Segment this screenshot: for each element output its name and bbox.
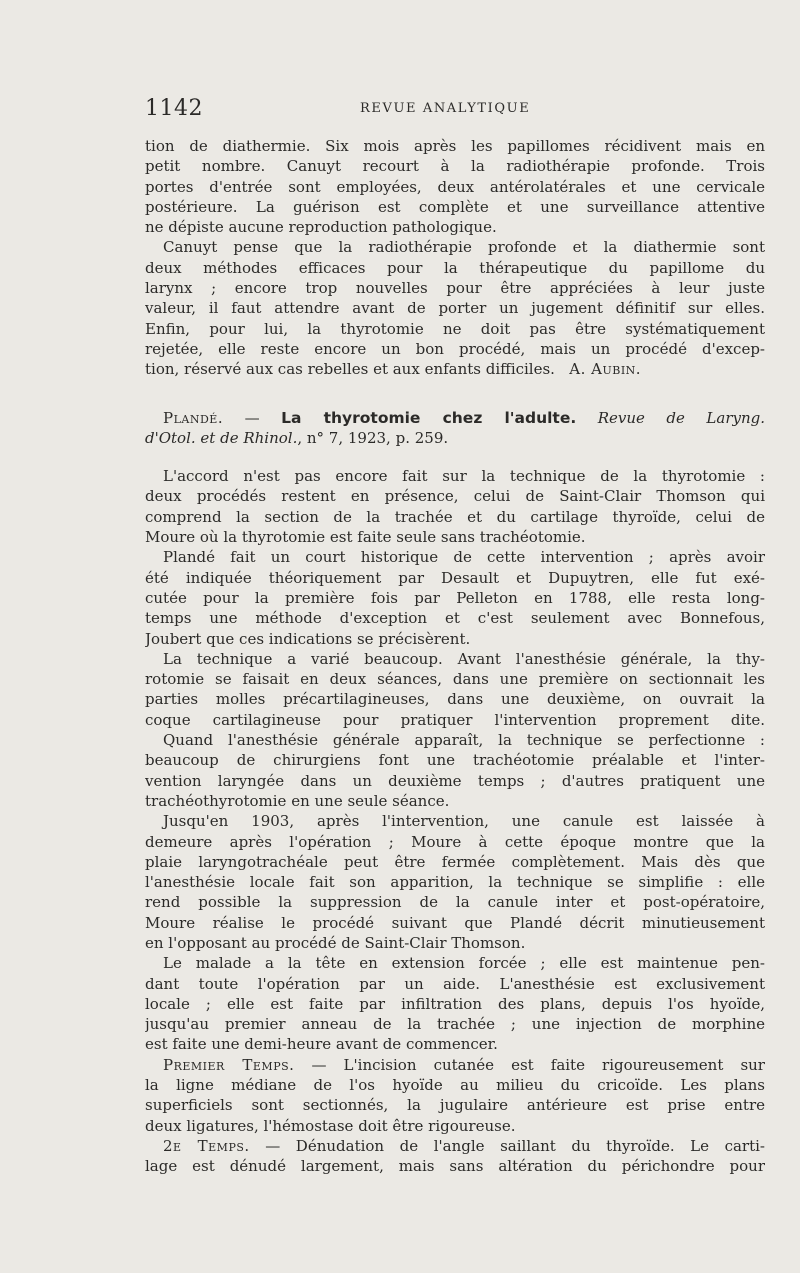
text-line: été indiquée théoriquement par Desault et Dupuytren, elle fut exé- <box>145 568 765 587</box>
text-line-with-signature <box>145 359 765 379</box>
section-label-second: 2e Temps. <box>163 1136 250 1155</box>
text-line: portes d'entrée sont employées, deux antérolatérales et une cervicale <box>145 177 765 196</box>
journal-name: Revue de Laryng. <box>597 408 765 427</box>
text-line: temps une méthode d'exception et c'est seulement avec Bonnefous, <box>145 609 765 628</box>
text-line: Quand l'anesthésie générale apparaît, la technique se perfectionne : <box>163 731 765 750</box>
text-line: rotomie se faisait en deux séances, dans une première on sectionnait les <box>145 670 765 689</box>
text-line: deux méthodes efficaces pour la thérapeutique du papillome du <box>145 258 765 277</box>
text-line: ne dépiste aucune reproduction pathologique. <box>145 218 497 237</box>
text-line: La technique a varié beaucoup. Avant l'anesthésie générale, la thy- <box>163 649 765 668</box>
text-line: tion de diathermie. Six mois après les papillomes récidivent mais en <box>145 137 765 155</box>
text-line: Canuyt pense que la radiothérapie profonde et la diathermie sont <box>163 238 765 257</box>
text-line: Le malade a la tête en extension forcée ; elle est maintenue pen- <box>163 954 765 973</box>
section-line <box>145 1055 765 1075</box>
heading-line <box>145 428 765 448</box>
journal-name-cont: d'Otol. et de Rhinol. <box>145 428 298 447</box>
article-title: La thyrotomie chez l'adulte. <box>281 408 577 427</box>
text-line: plaie laryngotrachéale peut être fermée complètement. Mais dès que <box>145 852 765 871</box>
text-segment: — Dénudation de l'angle saillant du thyroïde. Le carti- <box>249 1136 765 1155</box>
signature: A. Aubin. <box>569 360 642 379</box>
text-line: Moure réalise le procédé suivant que Plandé décrit minutieusement <box>145 913 765 932</box>
text-line: locale ; elle est faite par infiltration des plans, depuis l'os hyoïde, <box>145 994 765 1013</box>
text-line: parties molles précartilagineuses, dans une deuxième, on ouvrait la <box>145 690 765 709</box>
text-line: valeur, il faut attendre avant de porter un jugement définitif sur elles. <box>145 299 765 318</box>
heading-dash: — <box>223 408 282 427</box>
text-line: Jusqu'en 1903, après l'intervention, une canule est laissée à <box>163 812 765 831</box>
text-line: superficiels sont sectionnés, la jugulaire antérieure est prise entre <box>145 1096 765 1115</box>
heading-line <box>145 408 765 428</box>
article-author: Plandé. <box>163 408 224 427</box>
text-segment: — L'incision cutanée est faite rigoureusement sur <box>294 1055 765 1074</box>
text-line: lage est dénudé largement, mais sans altération du périchondre pour <box>145 1157 765 1176</box>
text-line: jusqu'au premier anneau de la trachée ; une injection de morphine <box>145 1015 765 1034</box>
text-line: trachéothyrotomie en une seule séance. <box>145 791 450 810</box>
section-line <box>145 1136 765 1156</box>
page-body <box>145 136 765 1177</box>
text-line: la ligne médiane de l'os hyoïde au milieu du cricoïde. Les plans <box>145 1076 765 1095</box>
text-line: larynx ; encore trop nouvelles pour être appréciées à leur juste <box>145 279 765 298</box>
text-line: en l'opposant au procédé de Saint-Clair Thomson. <box>145 933 526 952</box>
text-line: rejetée, elle reste encore un bon procédé, mais un procédé d'excep- <box>145 339 765 358</box>
text-segment: tion, réservé aux cas rebelles et aux enfants difficiles. <box>145 360 555 379</box>
text-line: cutée pour la première fois par Pelleton en 1788, elle resta long- <box>145 588 765 607</box>
text-line: deux ligatures, l'hémostase doit être rigoureuse. <box>145 1116 516 1135</box>
page-header <box>145 96 765 120</box>
text-line: beaucoup de chirurgiens font une trachéotomie préalable et l'inter- <box>145 751 765 770</box>
article-1 <box>145 136 765 380</box>
text-line: dant toute l'opération par un aide. L'anesthésie est exclusivement <box>145 974 765 993</box>
article-2-heading <box>145 408 765 449</box>
text-line: Enfin, pour lui, la thyrotomie ne doit pas être systématiquement <box>145 319 765 338</box>
text-line: petit nombre. Canuyt recourt à la radiothérapie profonde. Trois <box>145 157 765 176</box>
running-head: REVUE ANALYTIQUE <box>360 101 531 116</box>
text-line: rend possible la suppression de la canule inter et post-opératoire, <box>145 893 765 912</box>
text-line: comprend la section de la trachée et du cartilage thyroïde, celui de <box>145 507 765 526</box>
text-line: coque cartilagineuse pour pratiquer l'intervention proprement dite. <box>145 710 765 729</box>
text-line: demeure après l'opération ; Moure à cette époque montre que la <box>145 832 765 851</box>
text-line: deux procédés restent en présence, celui de Saint-Clair Thomson qui <box>145 487 765 506</box>
text-line: L'accord n'est pas encore fait sur la technique de la thyrotomie : <box>163 467 765 486</box>
page-number: 1142 <box>145 96 203 121</box>
text-line: Joubert que ces indications se précisèrent. <box>145 629 471 648</box>
journal-ref: , n° 7, 1923, p. 259. <box>297 428 449 447</box>
text-line: l'anesthésie locale fait son apparition, la technique se simplifie : elle <box>145 873 765 892</box>
article-2-body <box>145 466 765 1176</box>
text-line: Moure où la thyrotomie est faite seule sans trachéotomie. <box>145 528 586 547</box>
text-line: Plandé fait un court historique de cette intervention ; après avoir <box>163 548 765 567</box>
text-line: postérieure. La guérison est complète et une surveillance attentive <box>145 197 765 216</box>
section-label-premier: Premier Temps. <box>163 1055 295 1074</box>
text-line: vention laryngée dans un deuxième temps ; d'autres pratiquent une <box>145 771 765 790</box>
text-line: est faite une demi-heure avant de commencer. <box>145 1035 498 1054</box>
